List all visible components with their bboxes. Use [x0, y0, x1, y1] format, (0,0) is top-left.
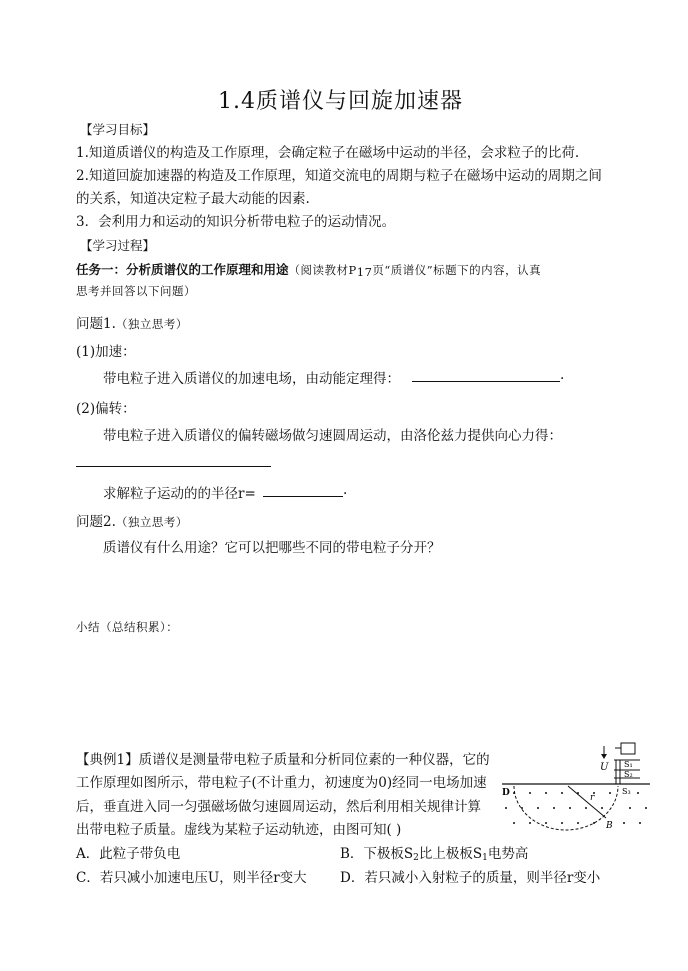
goals-heading: 【学习目标】 [80, 122, 156, 137]
q1-part2-label: (2)偏转： [76, 401, 136, 417]
process-heading: 【学习过程】 [80, 238, 156, 253]
summary-colon: ： [166, 620, 179, 634]
q1-radius-blank[interactable] [263, 496, 343, 497]
summary-label: 小结 [76, 620, 100, 634]
summary-tag: （总结积累） [100, 620, 167, 634]
q1-part1-label: (1)加速： [76, 344, 136, 360]
option-b-text-b: 比上极板S [418, 846, 483, 862]
option-b-text-a: B．下极板S [340, 846, 414, 862]
q2-label: 问题2. [76, 514, 116, 530]
q1-radius-text: 求解粒子运动的的半径r= [103, 486, 256, 502]
radius-line [568, 786, 606, 818]
option-b-text-c: 电势高 [487, 846, 529, 862]
q2-text: 质谱仪有什么用途？它可以把哪些不同的带电粒子分开？ [103, 540, 441, 556]
label-s3: S₃ [622, 787, 631, 796]
label-r: r [590, 793, 595, 803]
label-u: U [600, 762, 609, 773]
goal-item-2-cont: 的关系，知道决定粒子最大动能的因素. [76, 191, 310, 207]
q1-header [76, 312, 188, 332]
goal-item-1: 1.知道质谱仪的构造及工作原理，会确定粒子在磁场中运动的半径，会求粒子的比荷. [76, 145, 580, 161]
label-s1: S₁ [624, 760, 633, 769]
option-c[interactable]: C．若只减小加速电压U，则半径r变大 [76, 870, 307, 886]
example-line-2: 工作原理如图所示，带电粒子(不计重力，初速度为0)经同一电场加速 [76, 775, 487, 791]
q1-part1-text: 带电粒子进入质谱仪的加速电场，由动能定理得： [103, 371, 400, 387]
task1-line [76, 259, 541, 279]
label-d: D [502, 788, 510, 798]
q2-tag: （独立思考） [115, 515, 188, 529]
q2-header [76, 510, 188, 530]
label-b: B [606, 821, 613, 831]
option-b[interactable] [340, 842, 528, 863]
q1-part1-end: . [560, 367, 565, 383]
example-line-4: 出带电粒子质量。虚线为某粒子运动轨迹，由图可知( ) [76, 822, 402, 838]
q1-label: 问题1. [76, 316, 116, 332]
option-b-sub-1: 2 [413, 853, 419, 863]
task1-note-b: 页“质谱仪”标题下的内容，认真 [372, 263, 542, 277]
voltage-arrowhead [601, 754, 607, 759]
ion-source-box [621, 743, 635, 754]
example-line-1: 【典例1】质谱仪是测量带电粒子质量和分析同位素的一种仪器，它的 [76, 752, 490, 768]
summary-line [76, 619, 178, 635]
q1-tag: （独立思考） [115, 317, 188, 331]
magnetic-field-dots [505, 792, 647, 824]
task1-note-a: （阅读教材P [288, 263, 357, 277]
example-line-3: 后，垂直进入同一匀强磁场做匀速圆周运动，然后利用相关规律计算 [76, 799, 481, 815]
task1-note-sub: 17 [356, 265, 373, 279]
task1-label: 任务一：分析质谱仪的工作原理和用途 [76, 262, 289, 277]
mass-spectrometer-figure [500, 738, 650, 838]
page-title: 1.4质谱仪与回旋加速器 [218, 89, 463, 114]
option-d[interactable]: D．若只减小入射粒子的质量，则半径r变小 [340, 870, 601, 886]
goal-item-2: 2.知道回旋加速器的构造及工作原理，知道交流电的周期与粒子在磁场中运动的周期之间 [76, 168, 602, 184]
option-a[interactable]: A．此粒子带负电 [76, 846, 181, 862]
q1-part2-text: 带电粒子进入质谱仪的偏转磁场做匀速圆周运动，由洛伦兹力提供向心力得： [103, 428, 562, 444]
goal-item-3: 3．会利用力和运动的知识分析带电粒子的运动情况。 [76, 214, 396, 230]
q1-part2-blank[interactable] [76, 466, 271, 467]
q1-part1-blank[interactable] [412, 381, 560, 382]
option-b-sub-2: 1 [482, 853, 488, 863]
q1-radius-end: . [343, 482, 348, 498]
task1-note-line2: 思考并回答以下问题） [76, 284, 196, 298]
label-s2: S₂ [624, 770, 633, 779]
